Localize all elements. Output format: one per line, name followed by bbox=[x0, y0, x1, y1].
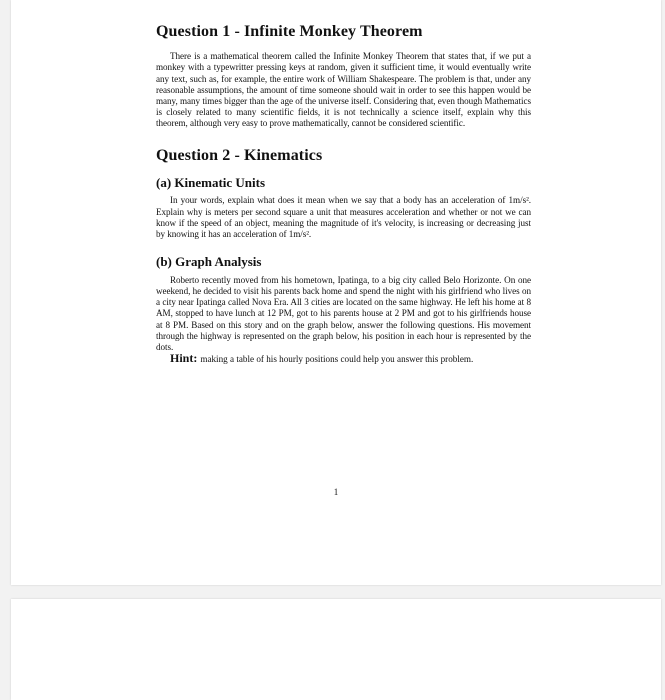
document-page-2 bbox=[11, 599, 661, 700]
question-2b-text: Roberto recently moved from his hometown, Ipatinga, to a big city called Belo Horizonte. On one weekend, he decided to visit his parents back home and spend the night with his girlfriend who lives on a city near Ipatinga called Nova Era. All 3 cities are located on the same highway. He left his home at 8 AM, stopped to have lunch at 12 PM, got to his parents house at 2 PM and got to his girlfriends house at 8 PM. Based on this story and on the graph below, answer the following questions. His movement through the highway is represented on the graph below, his position in each hour is represented by the dots. bbox=[156, 274, 531, 353]
question-1-text: There is a mathematical theorem called the Infinite Monkey Theorem that states that, if we put a monkey with a typewritter pressing keys at random, given it sufficient time, it would eventually write any text, such as, for example, the entire work of William Shakespeare. The problem is that, under any reasonable assumptions, the amount of time someone should wait in order to see this happen would be many, many times bigger than the age of the universe itself. Considering that, even though Mathematics is closely related to many scientific fields, it is not technically a science itself, explain why this theorem, although very easy to prove mathematically, cannot be considered scientific. bbox=[156, 51, 531, 129]
question-2b-title: (b) Graph Analysis bbox=[156, 254, 262, 270]
question-1-title: Question 1 - Infinite Monkey Theorem bbox=[156, 23, 423, 40]
question-2a-text: In your words, explain what does it mean when we say that a body has an acceleration of 1m/s². Explain why is meters per second square a unit that measures acceleration and whether or not we can know if the speed of an object, meaning the magnitude of it's velocity, is increasing or decreasing just by knowing it has an acceleration of 1m/s². bbox=[156, 195, 531, 239]
page-content bbox=[156, 22, 531, 366]
hint-line bbox=[156, 353, 531, 365]
hint-text: making a table of his hourly positions could help you answer this problem. bbox=[200, 354, 474, 365]
document-page-1 bbox=[11, 0, 661, 585]
page-number: 1 bbox=[333, 487, 339, 497]
hint-label: Hint: bbox=[170, 351, 198, 366]
question-2a-title: (a) Kinematic Units bbox=[156, 174, 266, 190]
question-2-title: Question 2 - Kinematics bbox=[156, 146, 323, 164]
